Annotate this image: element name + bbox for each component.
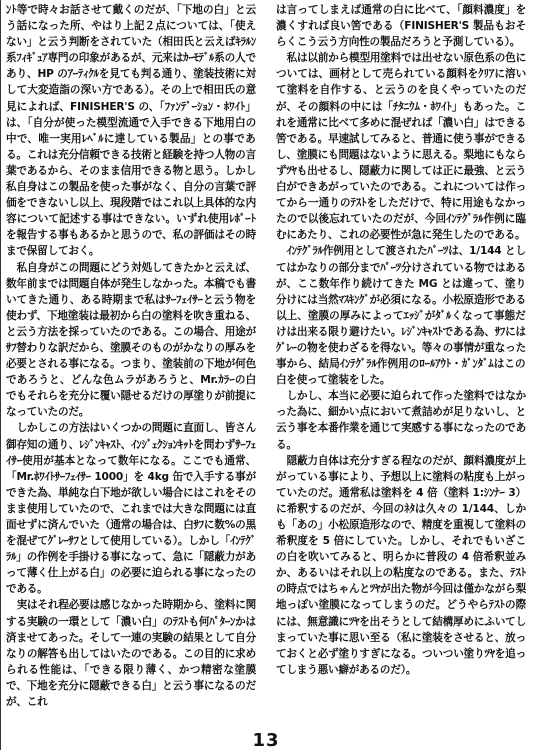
paragraph: しかしこの方法はいくつかの問題に直面し、皆さん御存知の通り、ﾚｼﾞﾝｷｬｽﾄ、ｲﾝｼﾞｪｸｼｮﾝｷｯﾄを問わずｻｰﾌｪｲｻｰ使用が基本となって数年になる。ここでも通常、「Mr.ﾎﾜｲﾄｻｰﾌｪｲｻｰ 1000」を 4kg 缶で入手する事ができた為、単純な白下地が欲しい場合にはこれをそのまま使用していたので、これまでは大きな問題には直面せずに済んでいた（通常の場合は、白ｻﾌに数%の黒を混ぜてｸﾞﾚｰｻﾌとして使用している）。しかし「ｲﾝﾃｸﾞﾗﾙ」の作例を手掛ける事になって、急に「隠蔽力があって薄く仕上がる白」の必要に迫られる事になったのである。 xyxy=(6,422,256,596)
paragraph: 隠蔽力自体は充分すぎる程なのだが、顔料濃度が上がっている事により、予想以上に塗料の粘度も上がっていたのだ。通常私は塗料を 4 倍（塗料 1:ｼﾝﾅｰ 3）に希釈するのだが、今回のﾈﾀは久々の 1/144、しかも「あの」小松原造形なので、精度を重視して塗料の希釈度を 5 倍にしていた。しかし、それでもいざこの白を吹いてみると、明らかに普段の 4 倍希釈並みか、あるいはそれ以上の粘度なのである。また、ﾃｽﾄの時点ではちゃんとﾂﾔが出た物が今回は僅かながら梨地っぽい塗膜になってしまうのだ。どうやらﾃｽﾄの際には、無意識にﾂﾔを出そうとして結構厚めにふいてしまっていた事に思い至る（私に塗装をさせると、放っておくと必ず塗りすぎになる。ついつい塗りﾂﾔを追ってしまう悪い癖があるのだ）。 xyxy=(276,454,526,676)
paragraph: 実はそれ程必要は感じなかった時期から、塗料に関する実験の一環として「濃い白」のﾃｽﾄも何ﾊﾟﾀｰﾝかは済ませてあった。そして一連の実験の結果として自分なりの解答も出してはいたのである。この目的に求められる性能は、「できる限り薄く、かつ精密な塗膜で、下地を充分に隠蔽できる白」と云う事になるのだが、これ xyxy=(6,599,256,709)
right-text-column xyxy=(276,2,526,726)
paragraph: ｲﾝﾃｸﾞﾗﾙ作例用として渡されたﾊﾟｰﾂは、1/144 としてはかなりの部分までﾊﾟｰﾂ分けされている物ではあるが、ここ数年作り続けてきた MG とは違って、塗り分けには当然ﾏｽｷﾝｸﾞが必須になる。小松原造形である以上、塗膜の厚みによってｴｯｼﾞがﾀﾞﾙくなって事態だけは出来る限り避けたい。ﾚｼﾞﾝｷｬｽﾄである為、ｻﾌにはｸﾞﾚｰの物を使わざるを得ない。等々の事情が重なった事から、結局ｲﾝﾃｸﾞﾗﾙ作例用のﾛｰﾙｱｳﾄ・ｶﾞﾝﾀﾞﾑはこの白を使って塗装をした。 xyxy=(276,245,526,387)
paragraph: ﾝﾄ等で時々お話させて戴くのだが、「下地の白」と云う話になった所、やはり上記２点については、「使えない」と云う判断をされていた（相田氏と云えばｷﾗﾙﾝ系ﾌｨｷﾞｭｱ専門の印象があるが、元来はｶｰﾓﾃﾞﾙ系の人であり、HP のｱｰﾃｨｸﾙを見ても判る通り、塗装技術に対して大変造詣の深い方である）。その上で相田氏の意見によれば、FINISHER'S の、「ﾌｧﾝﾃﾞｰｼｮﾝ・ﾎﾜｲﾄ」は、「自分が使った模型流通で入手できる下地用白の中で、唯一実用ﾚﾍﾞﾙに達している製品」との事である。これは充分信頼できる技術と経験を持つ人物の言葉であるから、そのまま信用できる物と思う。しかし私自身はこの製品を使った事がなく、自分の言葉で評価をできないし以上、現段階ではこれ以上具体的な内容について記述する事はできない。いずれ使用ﾚﾎﾟｰﾄを報告する事もあるかと思うので、私の評価はその時まで保留しておく。 xyxy=(6,4,256,258)
paragraph: しかし、本当に必要に迫られて作った塗料ではなかった為に、細かい点において煮詰めが足りないし、と云う事を本番作業を通じて実感する事になったのである。 xyxy=(276,390,526,451)
page-number: 13 xyxy=(252,730,280,751)
paragraph: 私自身がこの問題にどう対処してきたかと云えば、数年前までは問題自体が発生しなかった。本稿でも書いてきた通り、ある時期まで私はｻｰﾌｪｲｻｰと云う物を使わず、下地塗装は最初から白の塗料を吹き重ねる、と云う方法を採っていたのである。この場合、用途がｻﾌ替わりな訳だから、塗膜そのものがかなりの厚みを必要とされる事になる。つまり、塗装前の下地が何色であろうと、どんな色ムラがあろうと、Mr.ｶﾗｰの白でもそれらを充分に覆い隠せるだけの厚塗りが前提になっていたのだ。 xyxy=(6,261,256,419)
paragraph: 私は以前から模型用塗料では出せない原色系の色については、画材として売られている顔料をｸﾘｱに溶いて塗料を自作する、と云うのを良くやっていたのだが、その顔料の中には「ﾁﾀﾆｳﾑ・ﾎﾜｲﾄ」もあった。これを通常に比べて多めに混ぜれば「濃い白」はできる筈である。早速試してみると、普通に使う事ができるし、塗膜にも問題はないように思える。梨地にもならずﾂﾔも出せるし、隠蔽力に関しては正に最強、と云う白ができあがっていたのである。これについては作ってから一通りのﾃｽﾄをしただけで、特に用途もなかったので以後忘れていたのだが、今回ｲﾝﾃｸﾞﾗﾙ作例に臨むにあたり、これの必要性が急に発生したのである。 xyxy=(276,52,526,242)
left-text-column xyxy=(6,2,256,726)
paragraph: は言ってしまえば通常の白に比べて、「顔料濃度」を濃くすれば良い筈である（FINISHER'S 製品もおそらくこう云う方向性の製品だろうと予測している）。 xyxy=(276,4,526,49)
